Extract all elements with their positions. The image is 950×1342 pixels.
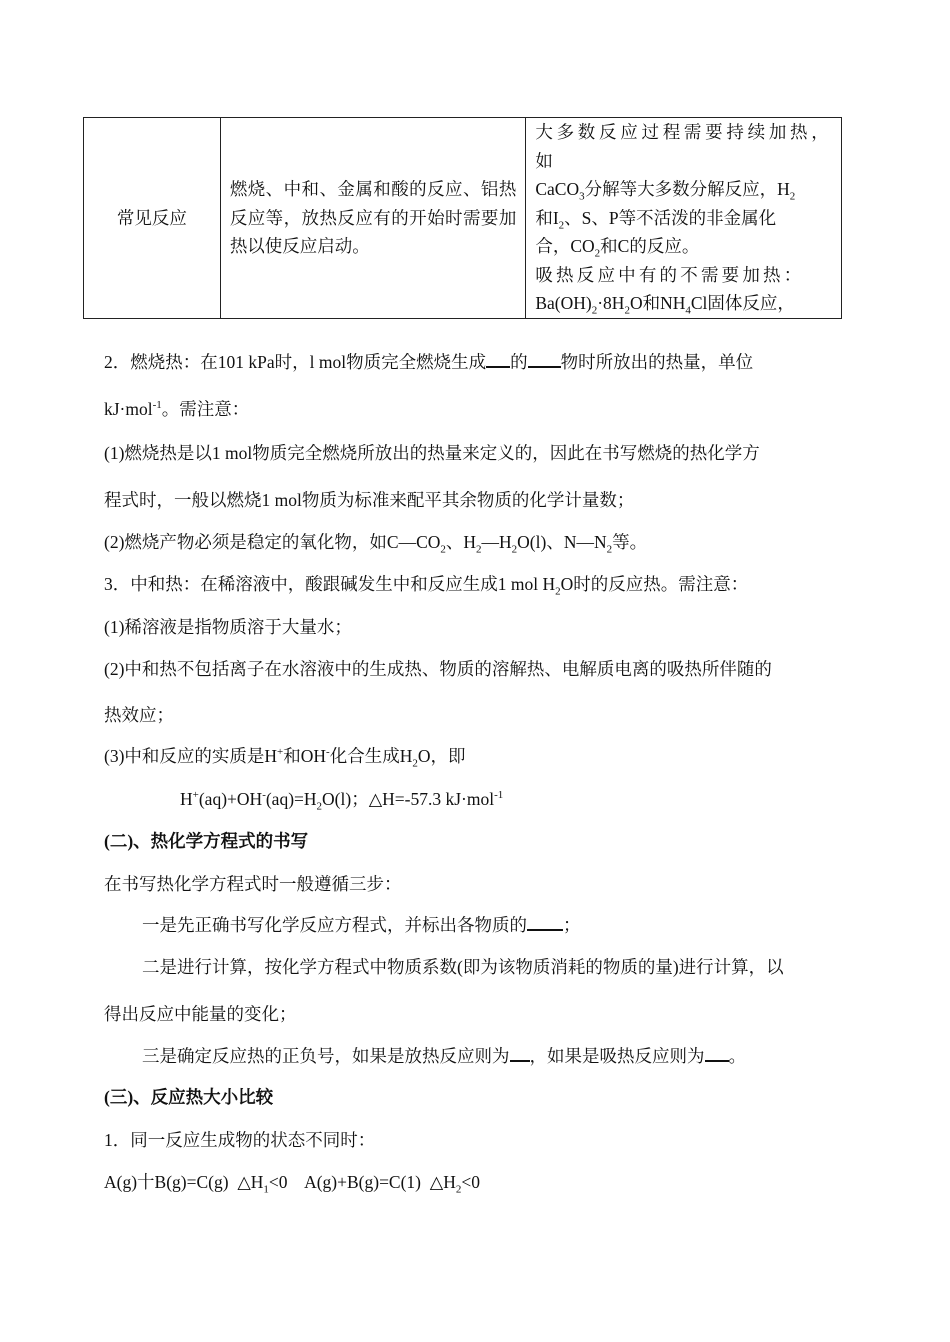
note-2 (104, 529, 846, 554)
neutralization-equation (180, 786, 922, 811)
text: 物时所放出的热量，单位 (560, 352, 754, 372)
superscript: - (326, 746, 330, 759)
text: O(l)；△H=-57.3 kJ·mol (322, 789, 495, 809)
text: O(l)、N—N (517, 532, 607, 552)
text: I (552, 207, 559, 228)
neutral-note-1: (1)稀溶液是指物质溶于大量水； (104, 617, 352, 637)
subscript: 3 (579, 190, 585, 203)
row-label: 常见反应 (84, 118, 221, 319)
subscript: 2 (455, 1183, 462, 1196)
text: 、S、P等不活泼的非金属化 (564, 207, 777, 228)
superscript: -1 (152, 399, 162, 412)
text: 一是先正确书写化学反应方程式，并标出各物质的 (142, 915, 527, 935)
step-3 (142, 1043, 884, 1068)
step-1 (142, 912, 884, 937)
text: kJ·mol (104, 399, 153, 419)
text: NH (660, 293, 686, 313)
text: H (180, 789, 193, 809)
text: (2)燃烧产物必须是稳定的氧化物，如C—CO (104, 532, 441, 552)
neutralization-heat-line (104, 571, 846, 596)
exothermic-cell: 燃烧、中和、金属和酸的反应、铝热反应等，放热反应有的开始时需要加热以使反应启动。 (220, 118, 526, 319)
text: (aq)+OH (198, 789, 263, 809)
endo-line (535, 232, 832, 261)
subscript: 2 (440, 543, 446, 556)
text: 。 (728, 1046, 746, 1066)
text: 和 (642, 293, 661, 313)
table-row (84, 118, 842, 319)
text: 大多数反应过程需要持续加热，如 (535, 122, 832, 171)
neutral-note-2-line-1: (2)中和热不包括离子在水溶液中的生成热、物质的溶解热、电解质电离的吸热所伴随的 (104, 659, 772, 679)
section-3-heading: (三)、反应热大小比较 (104, 1087, 274, 1107)
subscript: 2 (624, 304, 630, 317)
text: 2．燃烧热：在101 kPa时，l mol物质完全燃烧生成 (104, 352, 487, 372)
endo-line (535, 289, 832, 318)
text: 合， (535, 236, 571, 256)
combustion-heat-line (104, 349, 846, 374)
comparison-equations (104, 1169, 846, 1194)
text: 的 (510, 352, 528, 372)
step-2-line-1: 二是进行计算，按化学方程式中物质系数(即为该物质消耗的物质的量)进行计算，以 (142, 957, 784, 977)
text: ，如果是吸热反应则为 (529, 1046, 705, 1066)
text: (aq)=H (265, 789, 317, 809)
text: 、H (445, 532, 477, 552)
section-2-intro: 在书写热化学方程式时一般遵循三步： (104, 874, 402, 894)
step-2-line-2: 得出反应中能量的变化； (104, 1004, 297, 1024)
text: 固体反应， (707, 293, 795, 313)
endo-line (535, 261, 832, 290)
text: Ba(OH) (535, 293, 592, 313)
subscript: 4 (685, 304, 691, 317)
endo-line (535, 175, 832, 204)
text: 化合生成H (329, 746, 413, 766)
text: (3)中和反应的实质是H (104, 746, 278, 766)
subscript: 1 (263, 1183, 269, 1196)
blank (528, 352, 561, 368)
subscript: 2 (555, 585, 561, 598)
endo-line (535, 204, 832, 233)
subscript: 2 (511, 543, 518, 556)
text: O时的反应热。需注意： (560, 574, 749, 594)
text: 三是确定反应热的正负号，如果是放热反应则为 (142, 1046, 510, 1066)
superscript: + (277, 746, 284, 759)
blank (486, 352, 510, 368)
reaction-table (83, 117, 842, 319)
neutral-note-3 (104, 743, 846, 768)
subscript: 2 (606, 543, 613, 556)
note-1-line-2: 程式时，一般以燃烧1 mol物质为标准来配平其余物质的化学计量数； (104, 490, 635, 510)
text: 分解等大多数分解反应， (584, 179, 778, 199)
subscript: 2 (476, 543, 482, 556)
blank (527, 915, 563, 931)
superscript: -1 (494, 789, 504, 802)
text: 等。 (612, 532, 648, 552)
superscript: + (192, 789, 199, 802)
text: CO (570, 236, 595, 256)
text: —H (481, 532, 512, 552)
text: 吸热反应中有的不需要加热： (535, 264, 805, 285)
blank (510, 1046, 530, 1062)
text: <0 (461, 1172, 480, 1192)
text: O，即 (417, 746, 466, 766)
subscript: 2 (591, 304, 598, 317)
endothermic-cell (526, 118, 842, 319)
text: 和OH (283, 746, 327, 766)
unit-line (104, 396, 846, 421)
subscript: 2 (316, 800, 323, 813)
subscript: 2 (594, 247, 601, 260)
subscript: 2 (558, 219, 565, 231)
blank (705, 1046, 729, 1062)
note-1-line-1: (1)燃烧热是以1 mol物质完全燃烧所放出的热量来定义的，因此在书写燃烧的热化学方 (104, 443, 760, 463)
section-2-heading: (二)、热化学方程式的书写 (104, 831, 309, 851)
text: ； (563, 915, 581, 935)
endo-line (535, 118, 832, 175)
text: CaCO (535, 179, 580, 199)
subscript: 2 (412, 757, 418, 770)
text: 3．中和热：在稀溶液中，酸跟碱发生中和反应生成1 mol H (104, 574, 556, 594)
text: H (777, 179, 790, 199)
section-3-point-1: 1．同一反应生成物的状态不同时： (104, 1130, 376, 1150)
text: ·8H (597, 293, 625, 313)
text: <0 A(g)+B(g)=C(1) △H (268, 1172, 456, 1192)
superscript: - (262, 789, 266, 802)
text: 和 (535, 207, 553, 228)
text: 。需注意： (161, 399, 250, 419)
text: O (629, 293, 643, 313)
neutral-note-2-line-2: 热效应； (104, 705, 174, 725)
text: 和C的反应。 (600, 236, 700, 256)
text: A(g)十B(g)=C(g) △H (104, 1172, 264, 1192)
text: Cl (690, 293, 708, 313)
subscript: 2 (789, 190, 796, 203)
